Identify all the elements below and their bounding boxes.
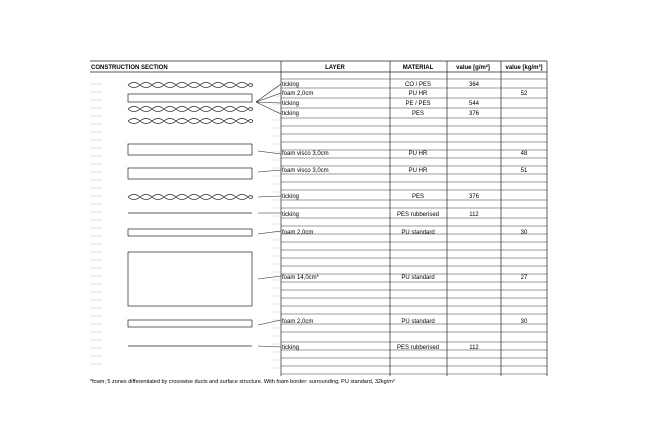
value-gm2-cell: 112: [469, 212, 479, 218]
value-gm2-cell: 364: [468, 82, 480, 88]
material-cell: PU HR: [408, 151, 428, 157]
value-kgm3-cell: 30: [520, 230, 528, 236]
material-cell: PU standard: [401, 319, 435, 325]
layer-cell: ticking: [282, 82, 300, 88]
table-row: [282, 212, 479, 218]
layer-cell: foam visco 3,0cm: [282, 168, 329, 174]
table-grid: [281, 61, 547, 376]
ticking-wave-3: [128, 119, 253, 124]
table-row: [282, 194, 480, 200]
layer-cell: foam 2,0cm: [282, 230, 314, 236]
layer-cell: ticking: [282, 194, 300, 200]
material-cell: PU standard: [401, 275, 435, 281]
material-cell: PES: [411, 194, 425, 200]
material-cell: PU HR: [408, 168, 428, 174]
layer-cell: ticking: [282, 111, 300, 117]
value-kgm3-cell: 51: [520, 168, 528, 174]
value-gm2-cell: 376: [468, 194, 480, 200]
layer-cell: foam 2,0cm: [282, 319, 314, 325]
material-cell: PES rubberised: [396, 345, 440, 351]
table-body: [282, 82, 528, 351]
foam-2cm-rect-2: [128, 320, 252, 327]
material-cell: PE / PES: [405, 101, 431, 107]
value-kgm3-cell: 52: [520, 91, 528, 97]
table-row: [282, 101, 480, 107]
header-value-gm2: value [g/m²]: [456, 65, 490, 71]
header-value-kgm3: value [kg/m³]: [505, 65, 543, 71]
header-layer: LAYER: [325, 65, 345, 71]
header-material: MATERIAL: [402, 65, 434, 71]
material-cell: PES: [411, 111, 425, 117]
table-row: [282, 111, 480, 117]
visco-foam-rect-1: [128, 144, 252, 155]
material-cell: CO / PES: [404, 82, 432, 88]
material-cell: PU HR: [408, 91, 428, 97]
footnote: *foam; 5 zones differentiated by crosswise ducts and surface structure. With foam border: surrounding, PU standard, 32kg/m³: [90, 379, 395, 385]
table-row: [282, 230, 528, 236]
material-cell: PU standard: [401, 230, 435, 236]
table-header: [90, 61, 547, 72]
table-row: [282, 82, 480, 88]
cross-section-drawing: [128, 83, 253, 347]
value-gm2-cell: 544: [468, 101, 480, 107]
layer-cell: foam 14,0cm*: [282, 275, 320, 281]
value-kgm3-cell: 48: [520, 151, 528, 157]
table-row: [282, 275, 528, 281]
visco-foam-rect-2: [128, 168, 252, 179]
value-gm2-cell: 112: [469, 345, 479, 351]
margin-dashes: [91, 84, 280, 368]
value-gm2-cell: 376: [468, 111, 480, 117]
value-kgm3-cell: 27: [520, 275, 528, 281]
core-foam-14cm-rect: [128, 252, 252, 306]
header-construction-section: CONSTRUCTION SECTION: [91, 65, 168, 71]
table-row: [282, 151, 528, 157]
foam-2cm-rect-1: [128, 229, 252, 236]
layer-cell: foam visco 3,0cm: [282, 151, 329, 157]
leader-lines: [256, 84, 281, 347]
ticking-wave-1: [128, 83, 253, 88]
foam-layer-rect: [128, 94, 252, 102]
layer-cell: ticking: [282, 212, 300, 218]
value-kgm3-cell: 30: [520, 319, 528, 325]
layer-cell: foam 2,0cm: [282, 91, 314, 97]
table-row: [282, 91, 528, 97]
layer-cell: ticking: [282, 345, 300, 351]
ticking-wave-4: [128, 195, 253, 200]
material-cell: PES rubberised: [396, 212, 440, 218]
ticking-wave-2: [128, 107, 253, 112]
table-row: [282, 168, 528, 174]
layer-cell: ticking: [282, 101, 300, 107]
